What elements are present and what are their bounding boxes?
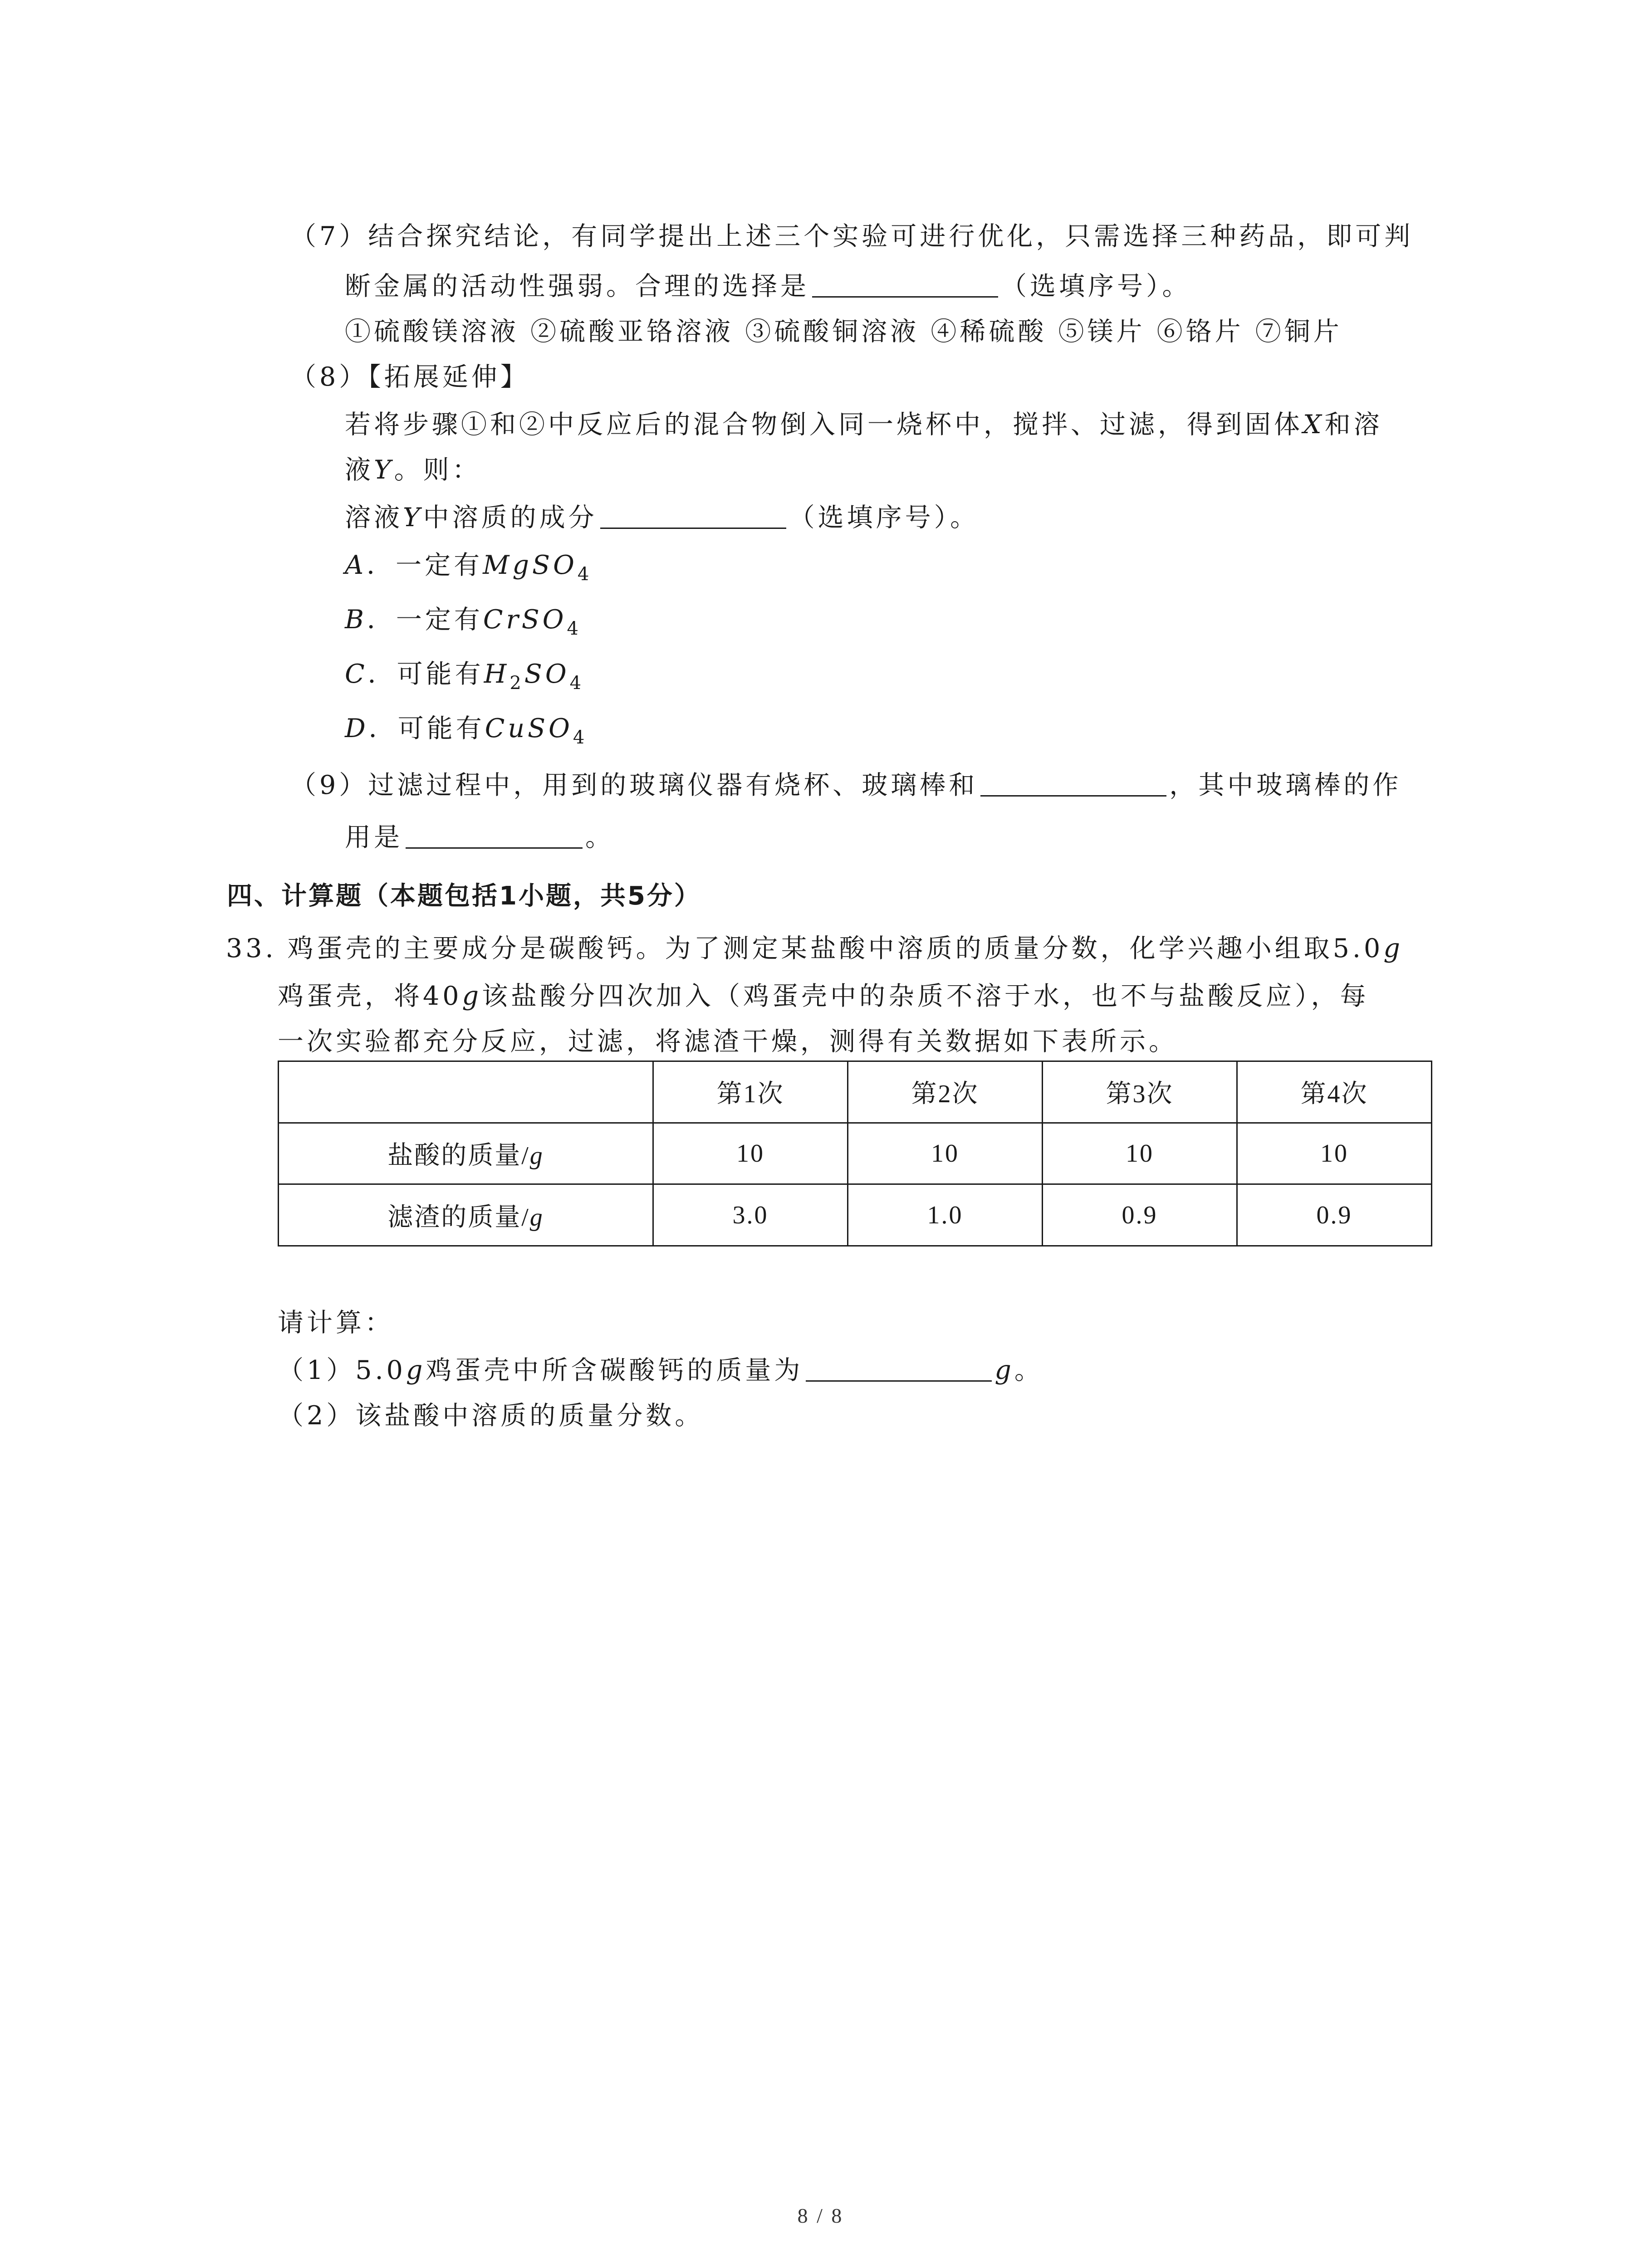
table-row-label: 滤渣的质量/g xyxy=(279,1184,653,1246)
table-cell: 0.9 xyxy=(1237,1184,1432,1246)
answer-blank[interactable] xyxy=(980,795,1166,797)
calc-intro: 请计算： xyxy=(278,1308,394,1338)
q33-number: 33. xyxy=(226,934,277,963)
q7-number: （7） xyxy=(290,221,368,251)
table-header-cell: 第2次 xyxy=(848,1061,1043,1123)
q7-line-1: （7）结合探究结论，有同学提出上述三个实验可进行优化，只需选择三种药品，即可判 xyxy=(290,221,1414,251)
q33-line-3: 一次实验都充分反应，过滤，将滤渣干燥，测得有关数据如下表所示。 xyxy=(278,1026,1178,1056)
q8-line-1: 若将步骤①和②中反应后的混合物倒入同一烧杯中，搅拌、过滤，得到固体X和溶 xyxy=(345,410,1383,440)
table-header-row xyxy=(279,1061,1432,1123)
q7-options: ①硫酸镁溶液 ②硫酸亚铬溶液 ③硫酸铜溶液 ④稀硫酸 ⑤镁片 ⑥铬片 ⑦铜片 xyxy=(345,317,1342,347)
q9-line-2: 用是 。 xyxy=(345,822,614,852)
page-number: 8 / 8 xyxy=(797,2204,844,2227)
table-cell: 1.0 xyxy=(848,1184,1043,1246)
q33-line-2: 鸡蛋壳，将40g该盐酸分四次加入（鸡蛋壳中的杂质不溶于水，也不与盐酸反应），每 xyxy=(278,981,1369,1011)
q8-choice-a: A．一定有MgSO$_4$ xyxy=(345,550,593,585)
q8-title-line: （8）【拓展延伸】 xyxy=(290,362,529,392)
table-row-label: 盐酸的质量/g xyxy=(279,1123,653,1184)
answer-blank[interactable] xyxy=(806,1380,992,1382)
q8-choice-d: D．可能有CuSO$_4$ xyxy=(345,714,588,748)
table-cell: 10 xyxy=(1237,1123,1432,1184)
table-header-cell xyxy=(279,1061,653,1123)
table-header-cell: 第4次 xyxy=(1237,1061,1432,1123)
q9-line-1: （9）过滤过程中，用到的玻璃仪器有烧杯、玻璃棒和 ，其中玻璃棒的作 xyxy=(290,770,1402,800)
answer-blank[interactable] xyxy=(812,296,998,298)
q7-line-2: 断金属的活动性强弱。合理的选择是 （选填序号）。 xyxy=(345,271,1191,301)
answer-blank[interactable] xyxy=(600,528,786,529)
q9-number: （9） xyxy=(290,770,368,800)
table-header-cell: 第3次 xyxy=(1043,1061,1237,1123)
calc-part-1: （1）5.0g鸡蛋壳中所含碳酸钙的质量为 g。 xyxy=(278,1355,1043,1385)
q8-line-2: 液Y。则： xyxy=(345,455,481,485)
table-cell: 10 xyxy=(1043,1123,1237,1184)
q8-choice-c: C．可能有$H_2SO_4$ xyxy=(345,659,585,694)
table-header-cell: 第1次 xyxy=(653,1061,848,1123)
table-cell: 10 xyxy=(848,1123,1043,1184)
q8-choice-b: B．一定有CrSO$_4$ xyxy=(345,605,582,639)
q33-line-1: 33. 鸡蛋壳的主要成分是碳酸钙。为了测定某盐酸中溶质的质量分数，化学兴趣小组取5.0g xyxy=(226,934,1403,963)
calc-part-2: （2）该盐酸中溶质的质量分数。 xyxy=(278,1401,704,1431)
data-table xyxy=(278,1061,1432,1246)
table-cell: 3.0 xyxy=(653,1184,848,1246)
q8-number: （8） xyxy=(290,362,368,392)
section-heading: 四、计算题（本题包括1小题，共5分） xyxy=(227,881,701,911)
q8-line-3: 溶液Y中溶质的成分 （选填序号）。 xyxy=(345,503,980,533)
table-row xyxy=(279,1123,1432,1184)
table-cell: 10 xyxy=(653,1123,848,1184)
table-cell: 0.9 xyxy=(1043,1184,1237,1246)
table-row xyxy=(279,1184,1432,1246)
answer-blank[interactable] xyxy=(406,847,583,849)
